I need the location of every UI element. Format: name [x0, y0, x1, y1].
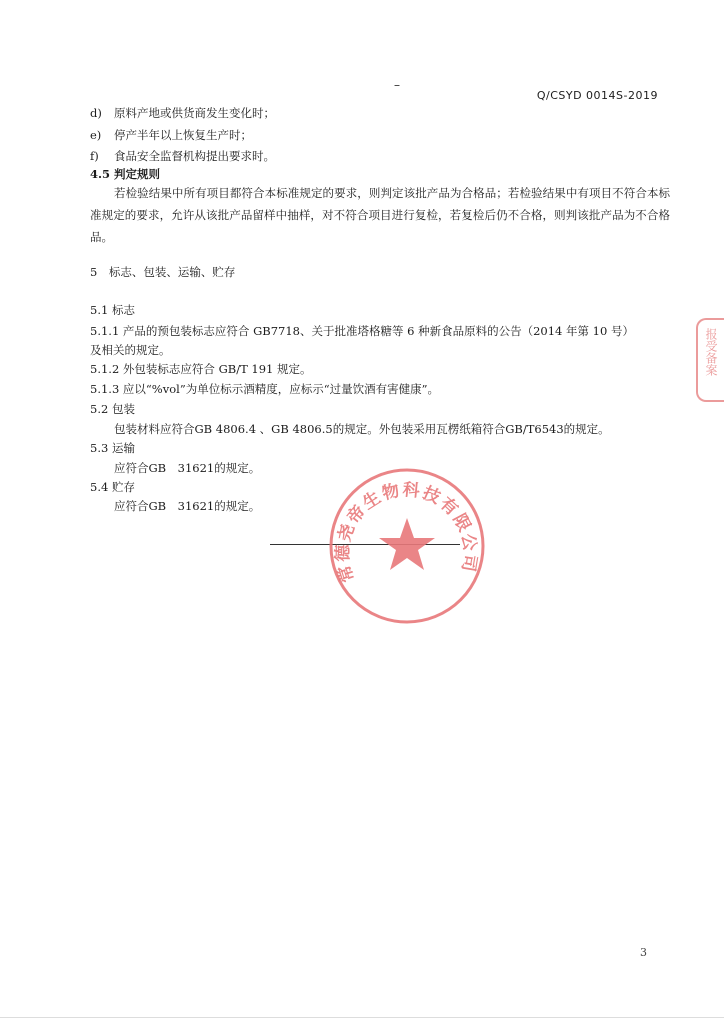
list-item: [90, 147, 275, 165]
company-seal: [327, 466, 487, 630]
standard-code: Q/CSYD 0014S-2019: [536, 89, 658, 102]
section-5-2-text: 包装材料应符合GB 4806.4 、GB 4806.5的规定。外包装采用瓦楞纸箱符合GB/T6543的规定。: [114, 422, 610, 436]
section-5-3-text: 应符合GB 31621的规定。: [114, 461, 261, 475]
page-bottom-rule: [0, 1017, 724, 1018]
seal-star-icon: [379, 518, 435, 570]
section-5-3-title: 5.3 运输: [90, 441, 135, 455]
section-5-2-title: 5.2 包装: [90, 402, 135, 416]
list-label: d): [90, 106, 102, 120]
section-5-title: 5 标志、包装、运输、贮存: [90, 265, 236, 279]
section-5-1-2: 5.1.2 外包装标志应符合 GB/T 191 规定。: [90, 362, 312, 376]
list-text: 原料产地或供货商发生变化时；: [114, 106, 275, 120]
section-5-1-1-line1: 5.1.1 产品的预包装标志应符合 GB7718、关于批准塔格糖等 6 种新食品原料的公告（2014 年第 10 号）: [90, 324, 634, 338]
list-text: 食品安全监督机构提出要求时。: [114, 149, 275, 163]
svg-text:常德尧帝生物科技有限公司: 常德尧帝生物科技有限公司: [333, 480, 480, 585]
list-item: [90, 104, 275, 122]
section-4-5-title: 4.5 判定规则: [90, 167, 161, 181]
edge-stamp-text: 报受备案: [704, 328, 718, 376]
page-number: 3: [640, 946, 647, 959]
list-label: f): [90, 149, 99, 163]
edge-stamp-fragment: [696, 318, 724, 402]
header-dash: –: [394, 78, 400, 92]
list-text: 停产半年以上恢复生产时；: [114, 128, 252, 142]
section-5-1-3: 5.1.3 应以“%vol”为单位标示酒精度，应标示“过量饮酒有害健康”。: [90, 382, 439, 396]
section-5-1-title: 5.1 标志: [90, 303, 135, 317]
list-item: [90, 126, 252, 144]
section-5-4-text: 应符合GB 31621的规定。: [114, 499, 261, 513]
section-5-4-title: 5.4 贮存: [90, 480, 135, 494]
section-4-5-paragraph: 若检验结果中所有项目都符合本标准规定的要求，则判定该批产品为合格品；若检验结果中有项目不符合本标准规定的要求，允许从该批产品留样中抽样，对不符合项目进行复检，若复检后仍不合格，则判该批产品为不合格品。: [90, 186, 670, 244]
section-5-1-1-line2: 及相关的规定。: [90, 343, 171, 357]
list-label: e): [90, 128, 102, 142]
